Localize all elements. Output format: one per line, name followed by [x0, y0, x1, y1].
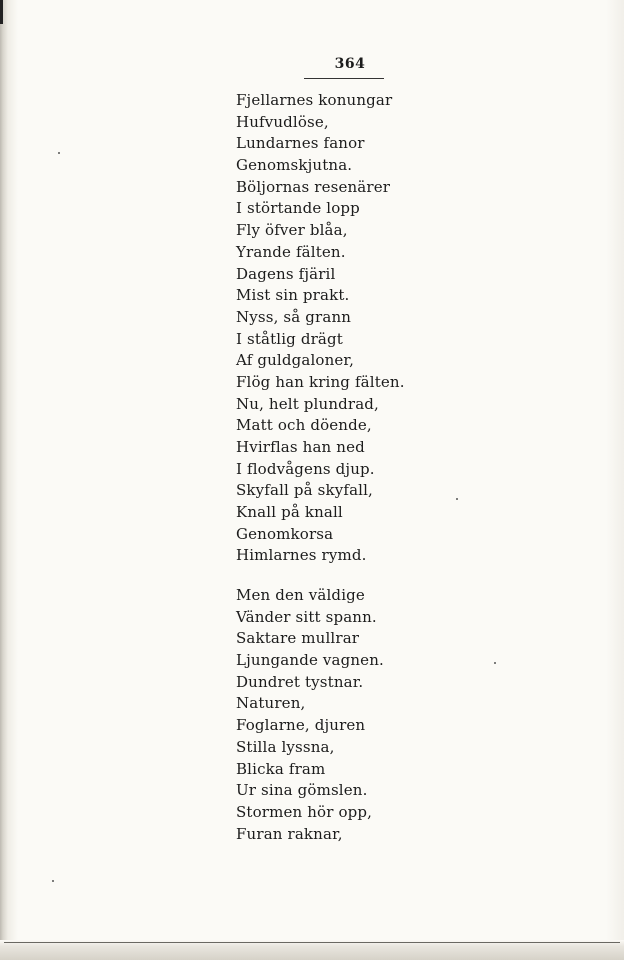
verse-line: Hvirflas han ned: [236, 438, 365, 456]
verse-line: Matt och döende,: [236, 416, 372, 435]
stanza-1: [236, 90, 405, 567]
verse-line: Stormen hör opp,: [236, 802, 373, 821]
verse-line: Stilla lyssna,: [236, 737, 335, 756]
verse-line: Lundarnes fanor: [236, 134, 365, 153]
paper-speck: [494, 662, 496, 664]
verse-line: I störtande lopp: [236, 199, 360, 218]
verse-line: Himlarnes rymd.: [236, 546, 367, 565]
paper-speck: [456, 498, 458, 500]
verse-line: Ur sina gömslen.: [236, 781, 368, 800]
verse-line: Genomkorsa: [236, 524, 334, 543]
verse-line: Genomskjutna.: [236, 156, 353, 175]
stanza-2: [236, 585, 384, 845]
verse-line: Nyss, så grann: [236, 307, 352, 326]
verse-line: Mist sin prakt.: [236, 286, 350, 305]
verse-line: Fly öfver blåa,: [236, 221, 348, 240]
page-number-rule: [304, 78, 384, 79]
verse-line: Skyfall på skyfall,: [236, 481, 373, 500]
spine-mark: [0, 0, 3, 24]
verse-line: Saktare mullrar: [236, 629, 360, 648]
verse-line: Dagens fjäril: [236, 264, 336, 283]
verse-line: Böljornas resenärer: [236, 177, 391, 196]
page-bottom-edge: [0, 940, 624, 960]
page-number: 364: [334, 56, 366, 72]
verse-line: Fjellarnes konungar: [236, 91, 393, 109]
verse-line: Blicka fram: [236, 759, 326, 778]
verse-line: Dundret tystnar.: [236, 672, 364, 691]
verse-line: Nu, helt plundrad,: [236, 394, 379, 413]
verse-line: Foglarne, djuren: [236, 716, 366, 735]
verse-line: Vänder sitt spann.: [236, 607, 377, 626]
verse-line: I ståtlig drägt: [236, 329, 343, 348]
verse-line: Ljungande vagnen.: [236, 651, 384, 670]
verse-line: Flög han kring fälten.: [236, 372, 405, 391]
verse-line: I flodvågens djup.: [236, 459, 375, 478]
verse-line: Knall på knall: [236, 503, 343, 522]
page-bottom-line: [4, 942, 620, 943]
paper-speck: [58, 152, 60, 154]
verse-line: Naturen,: [236, 694, 306, 713]
verse-line: Hufvudlöse,: [236, 112, 329, 131]
paper-speck: [52, 880, 54, 882]
verse-line: Furan raknar,: [236, 824, 343, 843]
verse-line: Af guldgaloner,: [236, 351, 355, 370]
verse-line: Yrande fälten.: [236, 242, 346, 261]
verse-line: Men den väldige: [236, 586, 365, 604]
